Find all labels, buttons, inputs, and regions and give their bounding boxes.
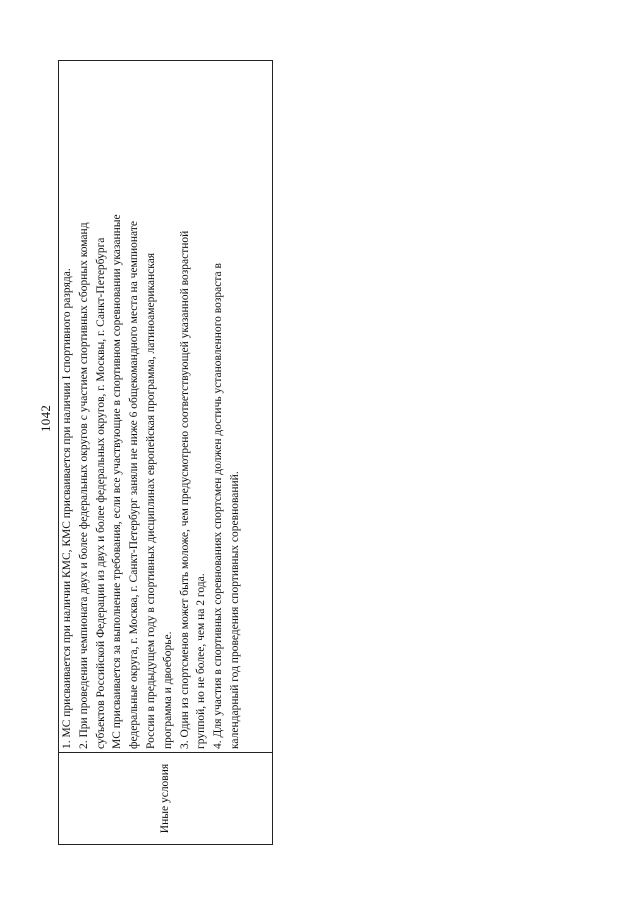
text-line: МС присваивается за выполнение требования, если все участвующие в спортивном соревновании указанные (111, 214, 124, 749)
text-line: 4. Для участия в спортивных соревнованиях спортсмен должен достичь установленного возраста в (212, 263, 225, 749)
table-row-content (59, 61, 272, 752)
text-line: России в предыдущем году в спортивных дисциплинах европейская программа, латиноамериканская (144, 252, 157, 749)
text-line: группой, но не более, чем на 2 года. (195, 573, 208, 749)
text-line: календарный год проведения спортивных соревнований. (228, 471, 241, 749)
text-line: федеральные округа, г. Москва, г. Санкт-Петербург заняли не ниже 6 общекомандного места на чемпионате (128, 221, 141, 749)
text-line: 2. При проведении чемпионата двух и более федеральных округов с участием спортивных сборных команд (77, 222, 90, 749)
text-line: 3. Один из спортсменов может быть моложе, чем предусмотрено соответствующей указанной возрастной (178, 230, 191, 749)
table-row-label: Иные условия (59, 752, 272, 844)
text-line: субъектов Российской Федерации из двух и более федеральных округов, г. Москвы, г. Санкт-Петербурга (94, 237, 107, 749)
conditions-table (58, 60, 273, 845)
text-line: программа и двоеборье. (161, 631, 174, 749)
page-number: 1042 (38, 404, 53, 432)
text-line: 1. МС присваивается при наличии КМС, КМС присваивается при наличии I спортивного разряда. (61, 268, 73, 749)
